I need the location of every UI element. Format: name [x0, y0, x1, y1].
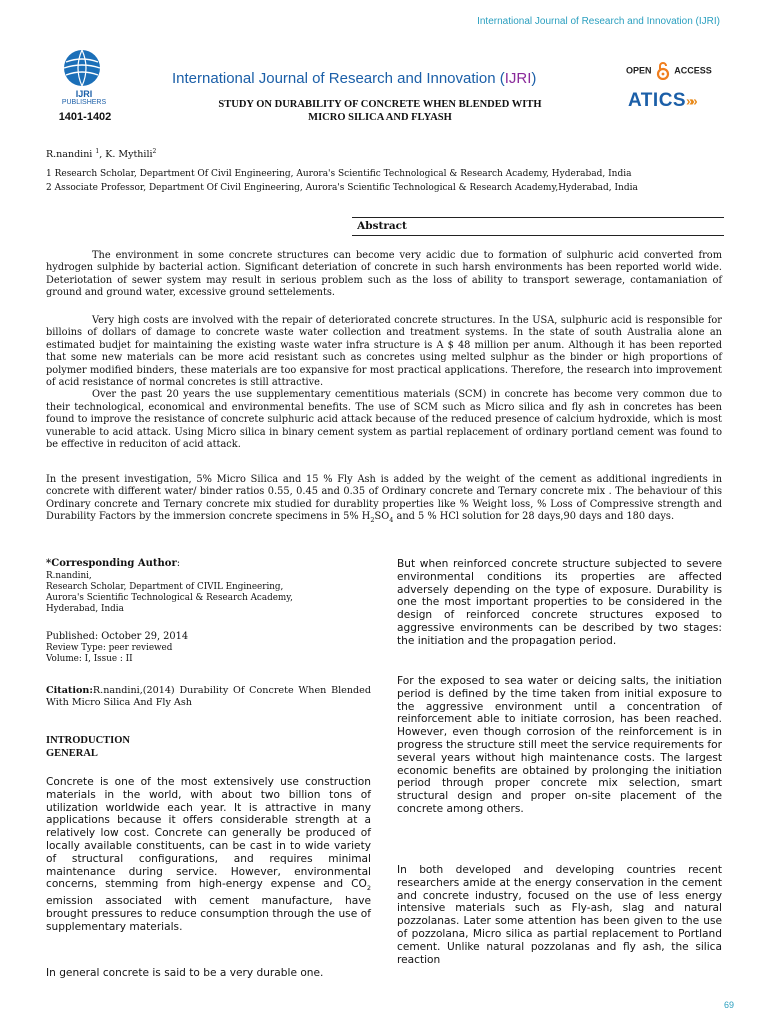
abstract-paragraph-4	[46, 474, 722, 527]
section-heading-introduction	[46, 734, 371, 760]
abstract-p4-mid: SO	[374, 511, 390, 523]
abstract-paragraph-1	[46, 250, 722, 300]
abstract-p4-end: and 5 % HCl solution for 28 days,90 days and 180 days.	[393, 511, 675, 523]
volume-issue: Volume: I, Issue : II	[46, 654, 133, 664]
corresponding-line3: Hyderabad, India	[46, 603, 124, 614]
abstract-p1: The environment in some concrete structures can become very acidic due to formation of sulphuric acid converted from hydrogen sulphide by bacterial action. Significant deteriation of concrete in such harsh environments has been reported world wide. Deteriotation of sewer system may result in serious problem such as the loss of ability to transport sewerage, contamaniation of ground and ground water, excessive ground settelements.	[46, 250, 722, 299]
corresponding-line1: Research Scholar, Department of CIVIL Engineering,	[46, 581, 284, 592]
paper-title	[150, 98, 610, 124]
running-header: International Journal of Research and Innovation (IJRI)	[477, 16, 720, 27]
atics-text: ATICS	[628, 90, 687, 111]
intro-paragraph-1	[46, 776, 371, 934]
abstract-p4-sub1: 2	[370, 516, 375, 525]
citation-text: R.nandini,(2014) Durability Of Concrete When Blended With Micro Silica And Fly Ash	[46, 685, 371, 708]
abstract-heading: Abstract	[357, 220, 407, 232]
abstract-bottom-rule	[352, 235, 724, 236]
abstract-p4-sub2: 4	[389, 516, 394, 525]
publisher-label-text: PUBLISHERS	[61, 99, 107, 106]
corresponding-label: *Corresponding Author	[46, 558, 177, 569]
corresponding-name: R.nandini,	[46, 570, 92, 581]
author-2-sup: 2	[152, 148, 157, 155]
affiliation-1: 1 Research Scholar, Department Of Civil Engineering, Aurora's Scientific Technological & Research Academy, Hyderabad, India	[46, 169, 632, 179]
paper-title-line1: STUDY ON DURABILITY OF CONCRETE WHEN BLENDED WITH	[218, 99, 542, 110]
corresponding-line2: Aurora's Scientific Technological & Research Academy,	[46, 592, 293, 603]
open-text: OPEN	[626, 65, 652, 76]
globe-logo-icon	[62, 48, 102, 88]
open-lock-icon	[656, 62, 670, 80]
publisher-label	[58, 89, 110, 107]
journal-title	[172, 70, 536, 87]
abstract-p4-start: In the present investigation, 5% Micro Silica and 15 % Fly Ash is added by the weight of the cement as additional ingredients in concrete with different water/ binder ratios 0.55, 0.45 and 0.35 of Ordinary concrete and Ternary concrete mix . The behaviour of this Ordinary concrete and Ternary concrete mix studied for durablity properties like % Weight loss, % Loss of Compressive strength and Durability Factors by the immersion concrete specimens in 5% H	[46, 474, 722, 523]
author-sep: , K. Mythili	[99, 149, 153, 161]
heading-general: GENERAL	[46, 748, 98, 759]
atics-logo	[628, 90, 695, 112]
abstract-p3: Over the past 20 years the use supplementary cementitious materials (SCM) in concrete has become very common due to their technological, economical and environmental benefits. The use of SCM such as Micro silica and fly ash in concretes has been found to improve the resistance of concrete sulphuric acid attack because of the reduced presence of calcium hydroxide, which is most vunerable to acid attack. Using Micro silica in binary cement system as partial replacement of ordinary portland cement was found to be effective in reduciton of acid attack.	[46, 389, 722, 451]
journal-name: International Journal of Research and Innovation (	[172, 70, 505, 87]
right-paragraph-1: But when reinforced concrete structure subjected to severe environmental conditions its properties are affected adversely depending on the type of exposure. Durability is one the most important properties to be considered in the design of reinforced concrete structures exposed to aggressive environments can be described by two stages: the initiation and the propagation period.	[397, 558, 722, 647]
intro-p1-sub: 2	[366, 884, 371, 893]
citation-label: Citation:	[46, 685, 93, 696]
heading-introduction: INTRODUCTION	[46, 735, 131, 746]
right-paragraph-3: In both developed and developing countries recent researchers amide at the energy conservation in the cement and concrete industry, focused on the use of less energy intensive materials such as Fly-ash, slag and natural pozzolanas. Later some attention has been given to the use of pozzolana, Micro silica as partial replacement to Portland cement. Unlike natural pozzolanas and fly ash, the silica reaction	[397, 864, 722, 966]
published-date: Published: October 29, 2014	[46, 631, 189, 642]
author-1-sup: 1	[95, 148, 100, 155]
author-1: R.nandini	[46, 149, 93, 161]
open-access-logo	[626, 62, 712, 80]
abstract-top-rule	[352, 217, 724, 218]
intro-p1-start: Concrete is one of the most extensively use construction materials in the world, with about two billion tons of utilization worldwide each year. It is attractive in many applications because it offers considerable strength at a relatively low cost. Concrete can generally be produced of locally available constituents, can be cast in to wide variety of structural configurations, and requires minimal maintenance during service. However, environmental concerns, stemming from high-energy expense and CO	[46, 776, 371, 891]
authors	[46, 148, 156, 160]
paper-title-line2: MICRO SILICA AND FLYASH	[308, 112, 452, 123]
journal-abbr: IJRI	[504, 70, 532, 87]
review-type: Review Type: peer reviewed	[46, 643, 173, 653]
publication-info	[46, 631, 371, 665]
abstract-p2: Very high costs are involved with the repair of deteriorated concrete structures. In the USA, sulphuric acid is responsible for billoins of dollars of damage to concrete waste water collection and treatment systems. In the state of south Australia alone an estimated budjet for maintaining the existing waste water infra structure is A $ 48 million per anum. Although it has been reported that some new materials can be more acid resistant such as concretes using melted sulphur as the binder or high proportions of polymer modified binders, these materials are too expansive for most practical applications. Therefore, the research into improvement of acid resistance of normal concretes is still attractive.	[46, 315, 722, 389]
page-number: 69	[723, 1000, 734, 1010]
access-text: ACCESS	[674, 65, 712, 76]
publisher-logo-text: IJRI	[75, 89, 93, 99]
abstract-p4	[46, 474, 722, 527]
intro-paragraph-2: In general concrete is said to be a very durable one.	[46, 967, 324, 979]
right-paragraph-2: For the exposed to sea water or deicing salts, the initiation period is defined by the time taken from initial exposure to the aggressive environment until a concentration of reinforcement able to initiate corrosion, has been reached. However, even though corrosion of the reinforcement is in progress the structure still meet the service requirements for several years without high maintenance costs. The largest economic benefits are obtained by prolonging the initiation period through proper concrete mix selection, smart structural design and proper on-site placement of the concrete among others.	[397, 675, 722, 815]
corresponding-author-block	[46, 558, 371, 615]
issn: 1401-1402	[58, 111, 112, 123]
journal-close: )	[531, 70, 537, 87]
citation	[46, 685, 371, 709]
intro-p1-end: emission associated with cement manufacture, have brought pressures to reduce consumption through the use of supplementary materials.	[46, 895, 371, 933]
abstract-paragraph-2	[46, 315, 722, 451]
affiliation-2: 2 Associate Professor, Department Of Civil Engineering, Aurora's Scientific Technological & Research Academy,Hyderabad, India	[46, 183, 638, 193]
atics-arrows-icon: »»	[686, 93, 695, 109]
corresponding-colon: :	[176, 558, 181, 569]
